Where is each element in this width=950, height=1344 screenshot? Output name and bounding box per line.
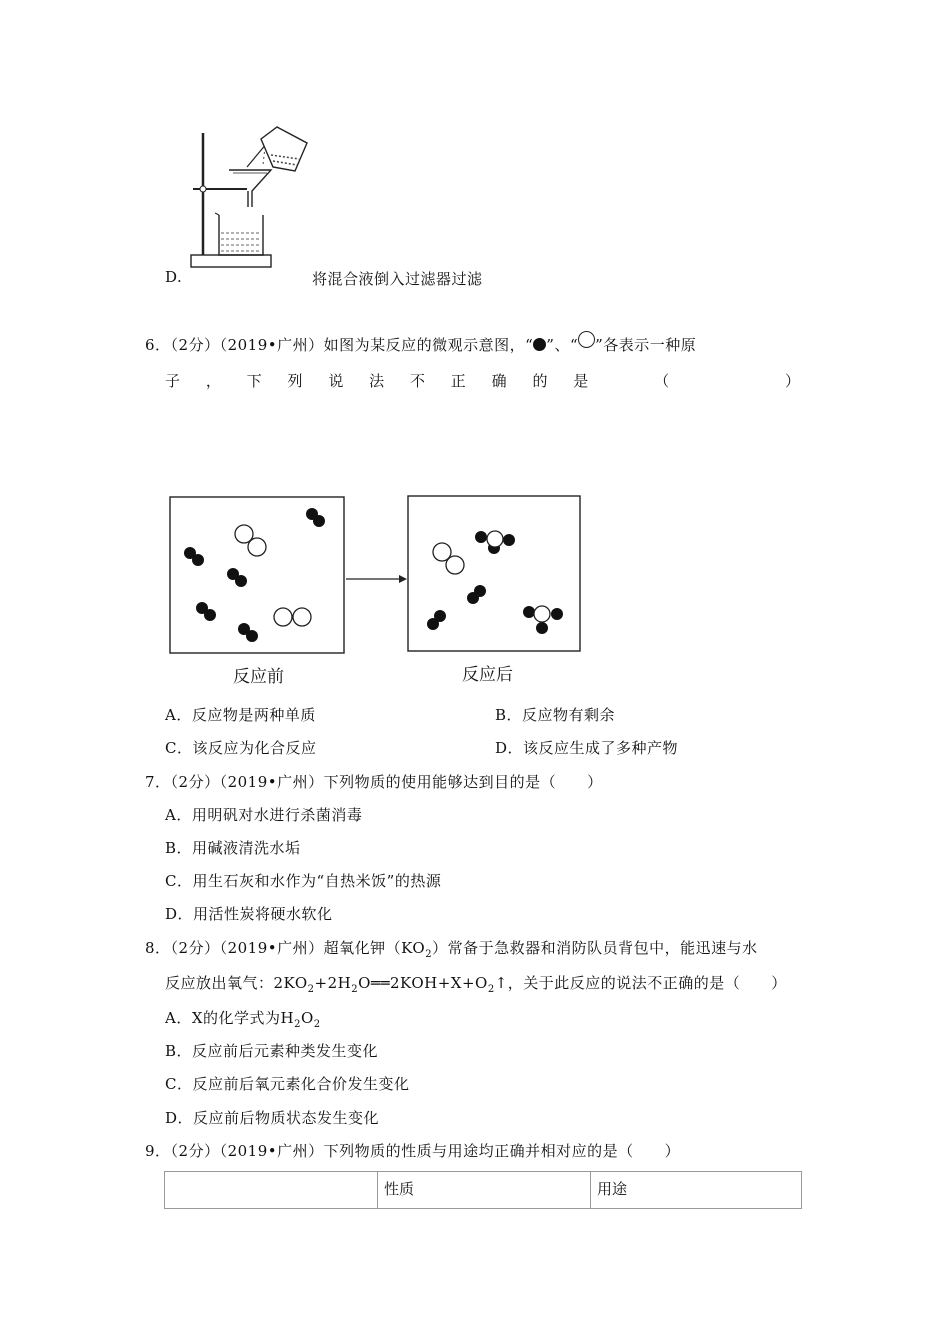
q8-stem-line2 <box>165 972 787 995</box>
subscript: 2 <box>294 1019 301 1030</box>
before-label: 反应前 <box>233 667 284 687</box>
q8-option-d[interactable]: D．反应前后物质状态发生变化 <box>165 1109 380 1127</box>
q8-equation-text: 反应放出氧气：2KO <box>165 974 308 992</box>
q8-equation-text: +2H <box>314 974 352 992</box>
q7-stem: 7．（2分）（2019•广州）下列物质的使用能够达到目的是（ ） <box>145 773 603 791</box>
q8-stem-text: 8．（2分）（2019•广州）超氧化钾（KO <box>145 939 426 957</box>
table-header-cell: 用途 <box>591 1172 802 1209</box>
after-label: 反应后 <box>462 665 513 685</box>
table-header-cell: 性质 <box>378 1172 591 1209</box>
table-header-cell <box>165 1172 378 1209</box>
q6-char: 确 <box>491 372 507 390</box>
q7-option-d[interactable]: D．用活性炭将硬水软化 <box>165 905 333 923</box>
q6-stem-part3: ”各表示一种原 <box>595 336 697 354</box>
q6-char: 列 <box>287 372 303 390</box>
q6-option-a[interactable]: A．反应物是两种单质 <box>165 706 316 724</box>
white-atom-icon <box>578 331 595 348</box>
q6-stem <box>145 331 696 355</box>
q8-option-a[interactable] <box>165 1007 321 1030</box>
q6-option-b[interactable]: B．反应物有剩余 <box>495 706 616 724</box>
q5-option-d-text: 将混合液倒入过滤器过滤 <box>312 270 483 288</box>
q6-char: 说 <box>328 372 344 390</box>
q6-option-c[interactable]: C．该反应为化合反应 <box>165 739 317 757</box>
reaction-microscopic-diagram <box>165 492 585 687</box>
q8-option-b[interactable]: B．反应前后元素种类发生变化 <box>165 1042 379 1060</box>
q9-table <box>164 1171 802 1209</box>
q6-stem-part2: ”、“ <box>546 336 579 354</box>
q6-char: 下 <box>246 372 262 390</box>
subscript: 2 <box>307 984 315 995</box>
q6-char: ， <box>205 372 221 390</box>
table-header-row <box>165 1172 802 1209</box>
q6-char: 子 <box>165 372 181 390</box>
q6-stem-part1: 6．（2分）（2019•广州）如图为某反应的微观示意图，“ <box>145 336 534 354</box>
q8-stem-text: ）常备于急救器和消防队员背包中，能迅速与水 <box>432 939 758 957</box>
q6-char: 不 <box>409 372 425 390</box>
subscript: 2 <box>351 984 359 995</box>
q6-char: （ <box>654 372 670 390</box>
q8-option-a-text: A．X的化学式为H <box>165 1009 295 1027</box>
q6-char: 法 <box>369 372 385 390</box>
subscript: 2 <box>425 949 433 960</box>
q7-option-c[interactable]: C．用生石灰和水作为“自热米饭”的热源 <box>165 872 442 890</box>
q8-stem-line1 <box>145 937 758 960</box>
q8-option-a-text: O <box>300 1009 314 1027</box>
q6-stem-line2 <box>165 370 800 391</box>
q7-option-b[interactable]: B．用碱液清洗水垢 <box>165 839 301 857</box>
q8-equation-text: ↑，关于此反应的说法不正确的是（ ） <box>494 974 787 992</box>
q6-char: 的 <box>532 372 548 390</box>
q7-option-a[interactable]: A．用明矾对水进行杀菌消毒 <box>165 806 363 824</box>
q6-char: ） <box>784 372 800 390</box>
subscript: 2 <box>313 1019 321 1030</box>
q8-equation-text: O══2KOH+X+O <box>358 974 488 992</box>
q6-option-d[interactable]: D．该反应生成了多种产物 <box>495 739 679 757</box>
q9-stem: 9．（2分）（2019•广州）下列物质的性质与用途均正确并相对应的是（ ） <box>145 1142 681 1160</box>
subscript: 2 <box>487 984 495 995</box>
q5-option-d-label[interactable]: D. <box>165 268 183 286</box>
black-atom-icon <box>533 338 546 351</box>
filtration-apparatus-figure <box>185 125 315 270</box>
q6-char: 是 <box>573 372 589 390</box>
q6-char: 正 <box>450 372 466 390</box>
q8-option-c[interactable]: C．反应前后氧元素化合价发生变化 <box>165 1075 410 1093</box>
